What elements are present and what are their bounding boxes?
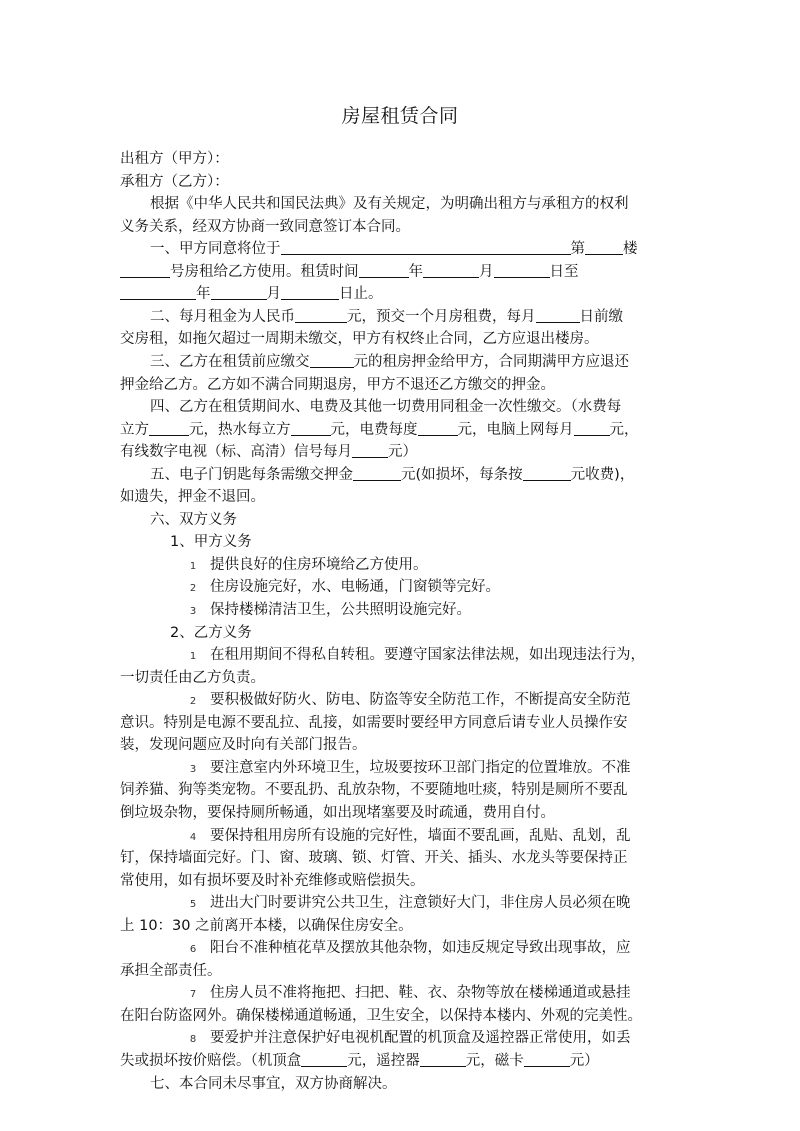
line-text: 年 [196, 286, 211, 303]
contract-line-b4-3 [120, 870, 682, 893]
contract-line-b2-3 [120, 734, 682, 757]
contract-line-clause3-1 [120, 351, 712, 374]
contract-line-clause1-3 [120, 283, 682, 306]
line-text: 装，发现问题应及时向有关部门报告。 [120, 737, 367, 754]
contract-line-b4-2 [120, 847, 682, 870]
line-text: 元收费)， [570, 466, 635, 483]
line-text: 号房租给乙方使用。租赁时间 [170, 263, 359, 280]
line-text: 住房人员不准将拖把、扫把、鞋、衣、杂物等放在楼梯通道或悬挂 [210, 985, 631, 1002]
line-text: 交房租，如拖欠超过一周期未缴交，甲方有权终止合同，乙方应退出楼房。 [120, 331, 599, 348]
line-text: 元，遥控器 [347, 1053, 420, 1069]
contract-line-b7-2 [120, 1005, 682, 1028]
contract-line-a2 [120, 576, 748, 599]
contract-line-b4-1 [120, 825, 748, 848]
line-text: 义务关系，经双方协商一致同意签订本合同。 [120, 218, 410, 235]
line-text: 二、每月租金为人民币 [150, 308, 295, 325]
line-text: 上 10：30 之前离开本楼，以确保住房安全。 [120, 917, 413, 934]
line-text: 要注意室内外环境卫生，垃圾要按环卫部门指定的位置堆放。不准 [210, 759, 631, 776]
line-text: 楼 [623, 241, 638, 258]
line-text: 五、电子门钥匙每条需缴交押金 [150, 466, 353, 483]
line-text: 一切责任由乙方负责。 [120, 669, 265, 686]
line-text: 月 [479, 263, 494, 280]
line-text: 元，热水每立方 [189, 421, 291, 438]
contract-line-clause2-1 [120, 306, 712, 329]
fill-in-blank [494, 262, 550, 278]
page-title: 房屋租赁合同 [341, 105, 459, 127]
contract-line-tenant [120, 171, 682, 194]
fill-in-blank [353, 465, 401, 481]
line-text: 立方 [120, 421, 149, 438]
line-text: 失或损坏按价赔偿。（机顶盒 [120, 1053, 302, 1069]
fill-in-blank [310, 352, 354, 368]
line-text: 承担全部责任。 [120, 962, 222, 979]
line-text: 日止。 [339, 286, 383, 303]
contract-line-clause6-b [120, 622, 732, 645]
contract-line-clause6 [120, 509, 712, 532]
contract-line-b8-1 [120, 1027, 748, 1050]
fill-in-blank [295, 307, 347, 323]
line-text: 要爱护并注意保护好电视机配置的机顶盒及遥控器正常使用，如丢 [210, 1030, 631, 1047]
contract-line-clause5-1 [120, 464, 712, 487]
line-text: 意识。特别是电源不要乱拉、乱接，如需要时要经甲方同意后请专业人员操作安 [120, 714, 628, 731]
line-text: 2、乙方义务 [170, 624, 252, 641]
line-text: 元的租房押金给甲方，合同期满甲方应退还 [353, 353, 629, 370]
contract-line-b8-2 [120, 1050, 682, 1073]
line-text: 在租用期间不得私自转租。要遵守国家法律法规，如出现违法行为， [210, 647, 645, 664]
item-number: 3 [189, 606, 197, 617]
fill-in-blank [423, 262, 479, 278]
contract-line-b7-1 [120, 982, 748, 1005]
line-text: 承租方（乙方）： [120, 173, 229, 190]
fill-in-blank [359, 262, 409, 278]
line-text: 住房设施完好，水、电畅通，门窗锁等完好。 [210, 579, 500, 596]
fill-in-blank [211, 284, 267, 300]
line-text: 常使用，如有损坏要及时补充维修或赔偿损失。 [120, 872, 425, 889]
contract-line-a3 [120, 599, 748, 622]
item-number: 4 [189, 831, 197, 843]
item-number: 1 [189, 651, 197, 663]
line-text: 倒垃圾杂物，要保持厕所畅通，如出现堵塞要及时疏通，费用自付。 [120, 804, 555, 821]
fill-in-blank [523, 465, 571, 481]
line-text: 四、乙方在租赁期间水、电费及其他一切费用同租金一次性缴交。（水费每 [150, 399, 622, 416]
line-text: 元， [609, 421, 639, 438]
fill-in-blank [524, 1051, 570, 1067]
contract-line-b3-2 [120, 779, 682, 802]
contract-line-clause3-2 [120, 374, 682, 397]
contract-line-a1 [120, 554, 748, 577]
contract-line-b5-1 [120, 892, 748, 915]
contract-line-b3-1 [120, 757, 748, 780]
line-text: 饲养猫、狗等类宠物。不要乱扔、乱放杂物，不要随地吐痰，特别是厕所不要乱 [120, 782, 628, 799]
line-text: 元，电费每度 [330, 421, 418, 438]
line-text: 一、甲方同意将位于 [150, 241, 281, 258]
item-number: 2 [189, 583, 197, 595]
line-text: 根据《中华人民共和国民法典》及有关规定，为明确出租方与承租方的权利 [150, 196, 629, 213]
line-text: 1、甲方义务 [170, 534, 252, 551]
line-text: 元，磁卡 [465, 1053, 524, 1069]
item-number: 7 [189, 989, 197, 1001]
line-text: 三、乙方在租赁前应缴交 [150, 353, 310, 370]
contract-line-b2-2 [120, 712, 682, 735]
fill-in-blank [120, 284, 196, 300]
line-text: 第 [570, 241, 585, 258]
item-number: 6 [189, 944, 197, 956]
fill-in-blank [536, 307, 580, 323]
fill-in-blank [149, 420, 189, 436]
contract-line-clause1-2 [120, 261, 682, 284]
contract-line-b1-2 [120, 667, 682, 690]
contract-line-b3-3 [120, 802, 682, 825]
line-text: 元(如损坏，每条按 [401, 466, 523, 483]
fill-in-blank [574, 420, 610, 436]
line-text: 元，预交一个月房租费，每月 [347, 308, 536, 325]
line-text: 押金给乙方。乙方如不满合同期退房，甲方不退还乙方缴交的押金。 [120, 376, 555, 393]
line-text: 年 [408, 263, 423, 280]
contract-line-clause1-1 [120, 238, 712, 261]
line-text: 七、本合同未尽事宜，双方协商解决。 [150, 1075, 397, 1092]
fill-in-blank [352, 442, 388, 458]
line-text: 元） [569, 1053, 599, 1069]
line-text: 元） [388, 444, 417, 461]
contract-line-clause4-1 [120, 396, 712, 419]
line-text: 进出大门时要讲究公共卫生，注意锁好大门，非住房人员必须在晚 [210, 895, 631, 912]
contract-line-b2-1 [120, 689, 748, 712]
fill-in-blank [291, 420, 331, 436]
fill-in-blank [120, 262, 170, 278]
item-number: 5 [189, 899, 197, 911]
line-text: 阳台不准种植花草及摆放其他杂物，如违反规定导致出现事故，应 [210, 940, 631, 957]
fill-in-blank [281, 239, 571, 255]
line-text: 如遗失，押金不退回。 [120, 489, 265, 506]
contract-line-preamble-2 [120, 216, 682, 239]
fill-in-blank [418, 420, 458, 436]
line-text: 元，电脑上网每月 [457, 421, 574, 438]
contract-line-clause4-3 [120, 441, 682, 464]
line-text: 六、双方义务 [150, 511, 237, 528]
contract-line-clause7 [120, 1073, 712, 1096]
line-text: 有线数字电视（标、高清）信号每月 [120, 444, 352, 461]
contract-line-b1-1 [120, 644, 748, 667]
fill-in-blank [301, 1051, 347, 1067]
line-text: 日至 [549, 263, 579, 280]
line-text: 保持楼梯清洁卫生，公共照明设施完好。 [210, 602, 471, 618]
item-number: 8 [189, 1034, 197, 1046]
line-text: 月 [266, 286, 281, 303]
contract-line-landlord [120, 148, 682, 171]
item-number: 3 [189, 763, 197, 775]
line-text: 要保持租用房所有设施的完好性，墙面不要乱画，乱贴、乱划，乱 [210, 827, 631, 844]
contract-line-b6-1 [120, 937, 748, 960]
item-number: 1 [189, 560, 197, 572]
contract-line-b6-2 [120, 960, 682, 983]
line-text: 在阳台防盗网外。确保楼梯通道畅通，卫生安全，以保持本楼内、外观的完美性。 [120, 1007, 642, 1024]
contract-line-clause6-a [120, 531, 732, 554]
contract-line-clause5-2 [120, 486, 682, 509]
contract-line-b5-2 [120, 915, 682, 938]
line-text: 出租方（甲方）： [120, 151, 229, 167]
item-number: 2 [189, 696, 197, 708]
contract-line-clause2-2 [120, 328, 682, 351]
line-text: 钉，保持墙面完好。门、窗、玻璃、锁、灯管、开关、插头、水龙头等要保持正 [120, 850, 628, 867]
fill-in-blank [420, 1051, 466, 1067]
line-text: 要积极做好防火、防电、防盗等安全防范工作，不断提高安全防范 [210, 692, 631, 709]
line-text: 提供良好的住房环境给乙方使用。 [210, 556, 428, 573]
contract-line-clause4-2 [120, 419, 682, 442]
fill-in-blank [585, 239, 623, 255]
line-text: 日前缴 [579, 308, 623, 325]
contract-line-preamble-1 [120, 193, 712, 216]
fill-in-blank [281, 284, 339, 300]
